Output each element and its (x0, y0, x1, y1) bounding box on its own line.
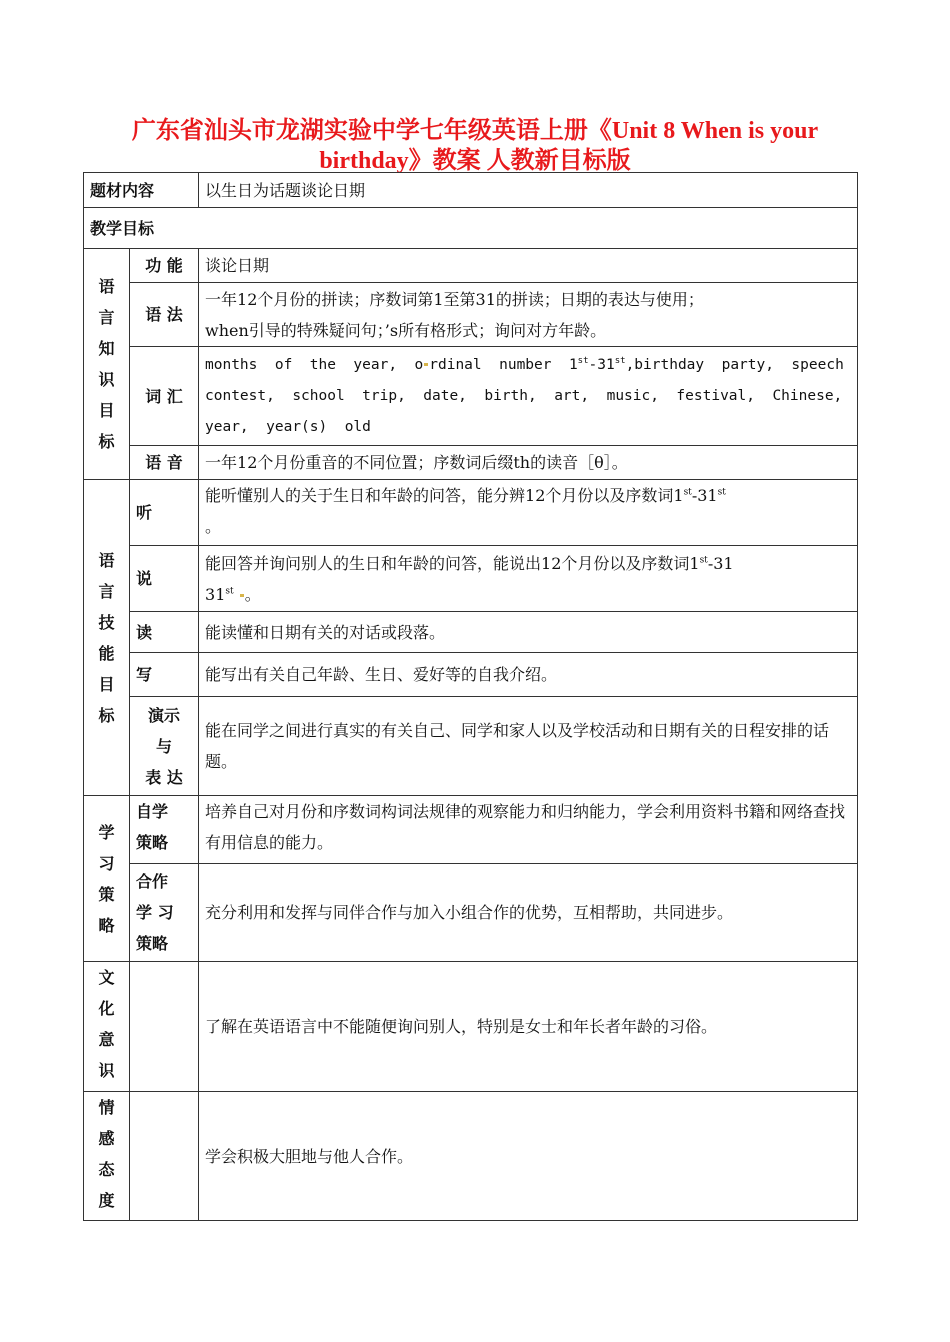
vocab-value: months of the year, o rdinal number 1st-31st,birthday party, speech contest, school trip, date, birth, art, music, festival, Chinese, year, year(s) old (199, 347, 858, 446)
write-label: 写 (130, 653, 199, 697)
self-study-value: 培养自己对月份和序数词构词法规律的观察能力和归纳能力，学会利用资料书籍和网络查找有用信息的能力。 (199, 796, 858, 864)
topic-label: 题材内容 (84, 173, 199, 208)
present-value: 能在同学之间进行真实的有关自己、同学和家人以及学校活动和日期有关的日程安排的话题。 (199, 697, 858, 796)
goals-label: 教学目标 (84, 208, 858, 249)
title-line-2: birthday》教案 人教新目标版 (319, 148, 631, 174)
grammar-row (84, 283, 858, 347)
emotion-section-label: 情 感 态 度 (84, 1092, 130, 1221)
present-label: 演示 与 表 达 (130, 697, 199, 796)
speak-value: 能回答并询问别人的生日和年龄的问答，能说出12个月份以及序数词1st-31 31st 。 (199, 546, 858, 612)
culture-section-label: 文 化 意 识 (84, 962, 130, 1092)
coop-label: 合作 学 习 策略 (130, 864, 199, 962)
lesson-plan-table (83, 172, 858, 1221)
vocab-label: 词 汇 (130, 347, 199, 446)
self-study-label: 自学 策略 (130, 796, 199, 864)
read-value: 能读懂和日期有关的对话或段落。 (199, 612, 858, 653)
vocab-row (84, 347, 858, 446)
skills-section-label: 语 言 技 能 目 标 (84, 480, 130, 796)
emotion-empty-cell (130, 1092, 199, 1221)
document-title (60, 116, 890, 176)
emotion-value: 学会积极大胆地与他人合作。 (199, 1092, 858, 1221)
listen-value: 能听懂别人的关于生日和年龄的问答，能分辨12个月份以及序数词1st-31st 。 (199, 480, 858, 546)
coop-row (84, 864, 858, 962)
phonetics-row (84, 446, 858, 480)
present-row (84, 697, 858, 796)
knowledge-section-label: 语 言 知 识 目 标 (84, 249, 130, 480)
grammar-value: 一年12个月份的拼读；序数词第1至第31的拼读；日期的表达与使用； when引导的特殊疑问句；’s所有格形式；询问对方年龄。 (199, 283, 858, 347)
goals-row (84, 208, 858, 249)
topic-value: 以生日为话题谈论日期 (199, 173, 858, 208)
self-study-row (84, 796, 858, 864)
function-row (84, 249, 858, 283)
read-row (84, 612, 858, 653)
culture-row (84, 962, 858, 1092)
listen-label: 听 (130, 480, 199, 546)
title-line-1: 广东省汕头市龙湖实验中学七年级英语上册《Unit 8 When is your (131, 118, 819, 144)
listen-row (84, 480, 858, 546)
write-value: 能写出有关自己年龄、生日、爱好等的自我介绍。 (199, 653, 858, 697)
function-label: 功 能 (130, 249, 199, 283)
speak-label: 说 (130, 546, 199, 612)
emotion-row (84, 1092, 858, 1221)
write-row (84, 653, 858, 697)
read-label: 读 (130, 612, 199, 653)
phonetics-value: 一年12个月份重音的不同位置；序数词后缀th的读音［θ］。 (199, 446, 858, 480)
culture-value: 了解在英语语言中不能随便询问别人，特别是女士和年长者年龄的习俗。 (199, 962, 858, 1092)
topic-row (84, 173, 858, 208)
marker-dot (240, 594, 244, 597)
grammar-label: 语 法 (130, 283, 199, 347)
phonetics-label: 语 音 (130, 446, 199, 480)
speak-row (84, 546, 858, 612)
culture-empty-cell (130, 962, 199, 1092)
strategy-section-label: 学 习 策 略 (84, 796, 130, 962)
function-value: 谈论日期 (199, 249, 858, 283)
marker-dot (424, 363, 428, 366)
coop-value: 充分利用和发挥与同伴合作与加入小组合作的优势，互相帮助，共同进步。 (199, 864, 858, 962)
